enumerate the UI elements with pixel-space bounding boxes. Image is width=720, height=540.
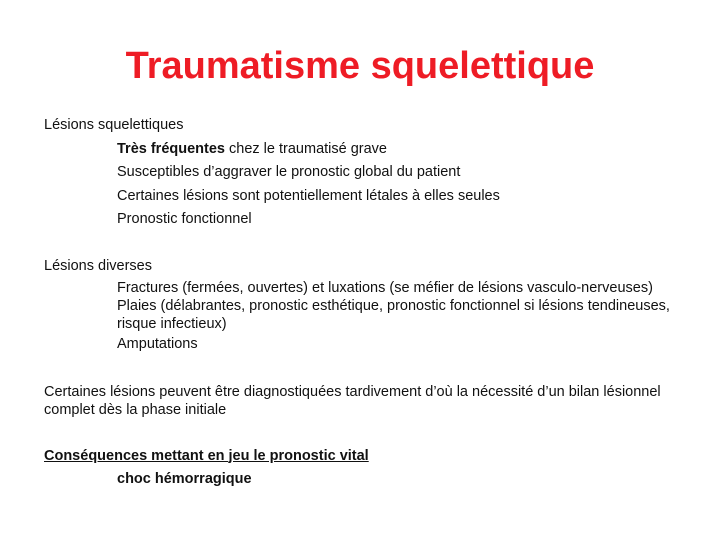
list-item: Amputations (117, 335, 198, 352)
slide-title: Traumatisme squelettique (125, 45, 595, 87)
list-item (117, 138, 684, 162)
sub-list (44, 279, 684, 357)
section-heading: Lésions diverses (44, 258, 152, 274)
emphasis-text: Très fréquentes (117, 140, 225, 157)
list-item: choc hémorragique (117, 471, 252, 487)
section-diagnostic-tardif: Certaines lésions peuvent être diagnostiquées tardivement d’où la nécessité d’un bilan lésionnel complet dès la phase initiale (44, 383, 661, 418)
list-item: Fractures (fermées, ouvertes) et luxations (se méfier de lésions vasculo-nerveuses) (117, 279, 653, 296)
section-lesions-squelettiques (44, 114, 684, 232)
section-pronostic-vital (44, 445, 684, 492)
list-item-text: chez le traumatisé grave (225, 140, 387, 157)
list-item: Pronostic fonctionnel (117, 211, 252, 227)
section-heading: Conséquences mettant en jeu le pronostic vital (44, 447, 369, 464)
section-heading: Lésions squelettiques (44, 117, 184, 133)
slide-body (44, 114, 684, 492)
list-item: Certaines lésions sont potentiellement létales à elles seules (117, 187, 500, 204)
list-item: Plaies (délabrantes, pronostic esthétique, pronostic fonctionnel si lésions tendineuses, risque infectieux) (117, 297, 670, 332)
sub-list (44, 468, 684, 492)
sub-list (44, 138, 684, 232)
list-item: Susceptibles d’aggraver le pronostic global du patient (117, 164, 461, 180)
section-lesions-diverses (44, 255, 684, 356)
